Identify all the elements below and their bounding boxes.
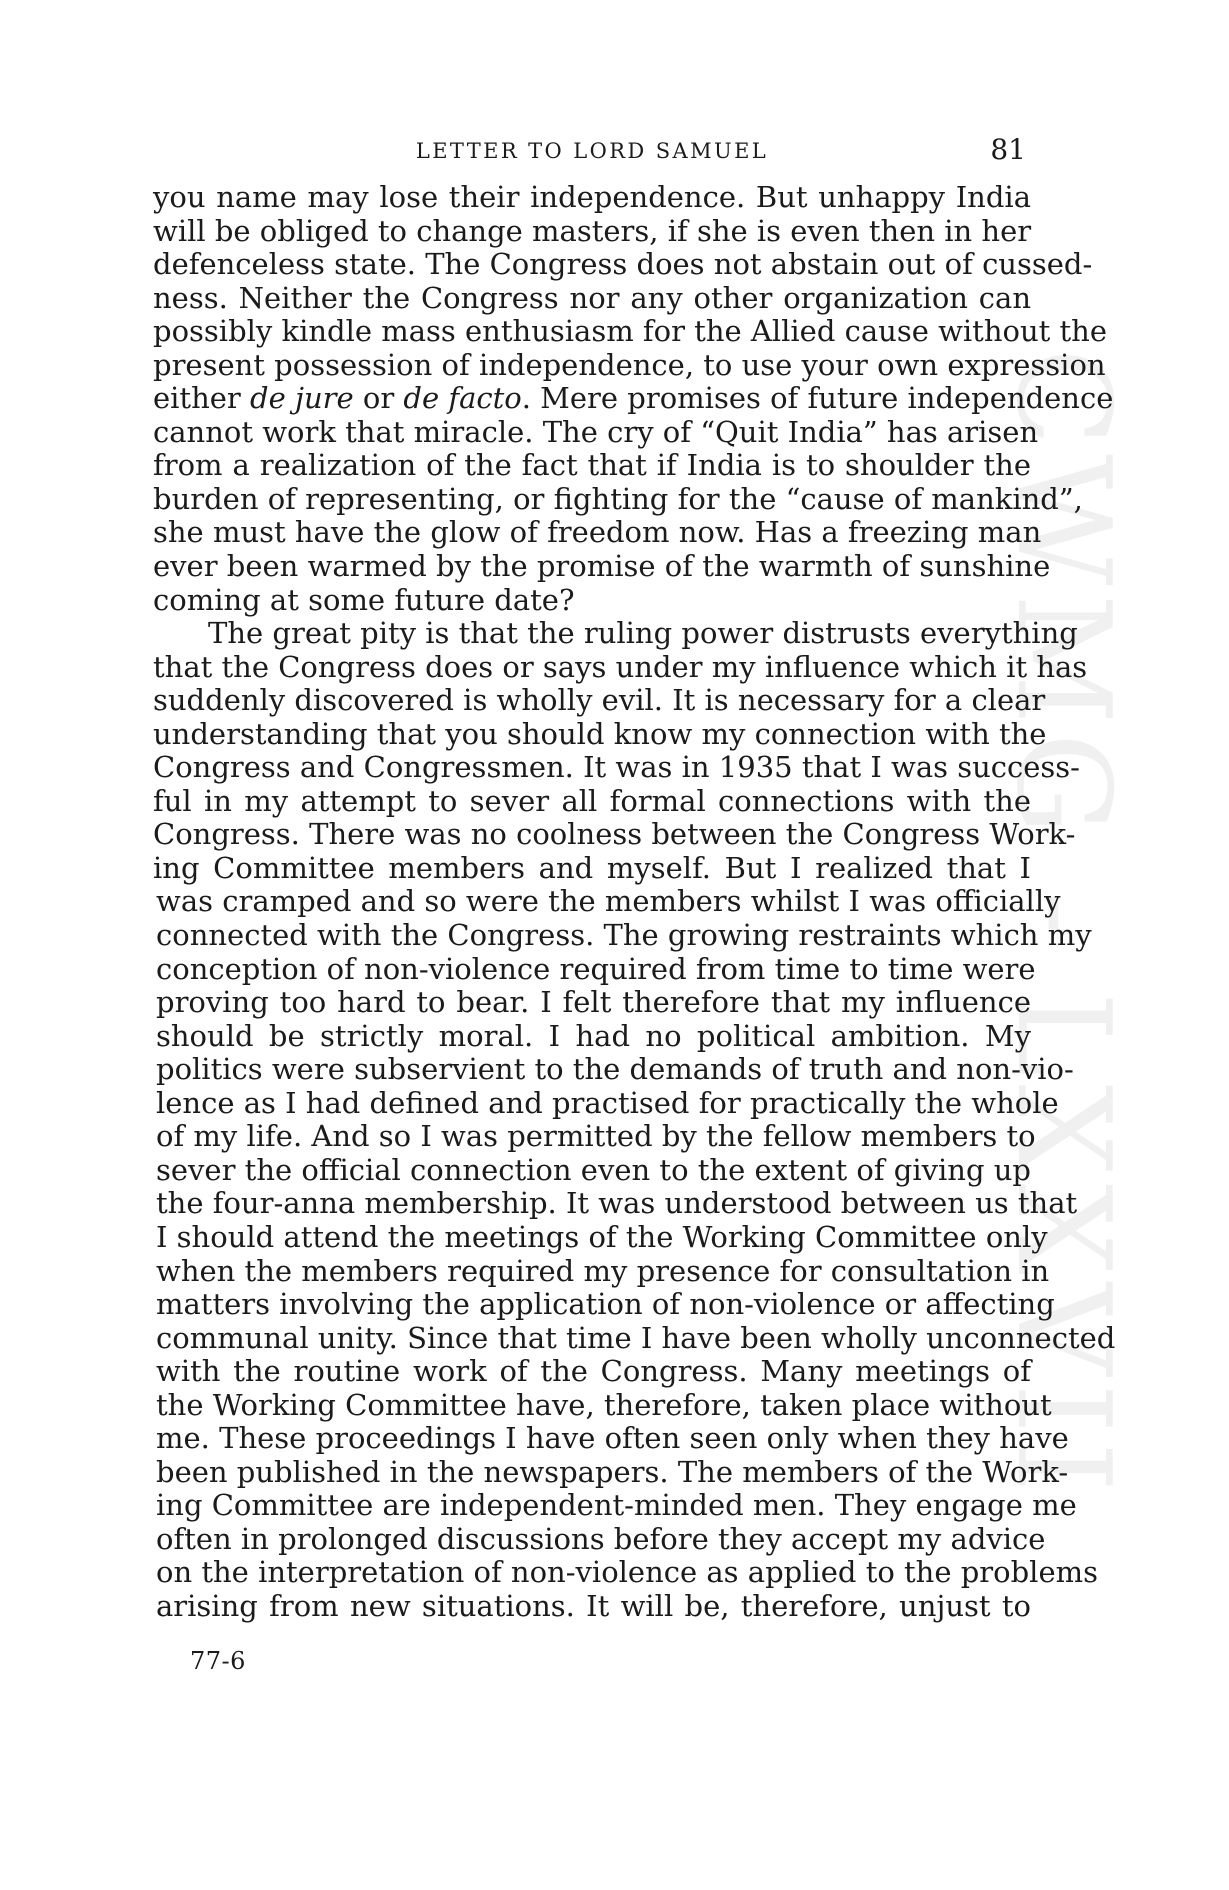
text-fragment: or — [353, 381, 404, 416]
text-line: when the members required my presence for consultation in — [156, 1253, 1050, 1288]
text-line: should be strictly moral. I had no political ambition. My — [156, 1018, 1031, 1053]
text-line: ful in my attempt to sever all formal connections with the — [153, 783, 1031, 818]
text-line: cannot work that miracle. The cry of “Quit India” has arisen — [153, 414, 1039, 449]
text-line: conception of non-violence required from time to time were — [156, 951, 1036, 986]
running-title: LETTER TO LORD SAMUEL — [415, 139, 769, 163]
page-number: 81 — [990, 133, 1026, 166]
text-line: was cramped and so were the members whilst I was officially — [156, 884, 1061, 919]
text-line: sever the official connection even to the extent of giving up — [156, 1152, 1031, 1187]
text-fragment: . Mere promises of future independence — [521, 381, 1114, 416]
text-line: ever been warmed by the promise of the warmth of sunshine — [153, 549, 1051, 584]
text-line-with-italics — [153, 381, 1114, 416]
watermark-text: CWMG - LXXVII — [988, 348, 1137, 1501]
text-line: she must have the glow of freedom now. Has a freezing man — [153, 515, 1042, 550]
text-fragment: either — [153, 381, 251, 416]
text-line: understanding that you should know my connection with the — [153, 716, 1047, 751]
text-line: defenceless state. The Congress does not abstain out of cussed- — [153, 247, 1093, 282]
text-line: you name may lose their independence. But unhappy India — [153, 180, 1031, 214]
text-line: Congress and Congressmen. It was in 1935 that I was success- — [153, 750, 1080, 785]
signature-mark: 77-6 — [190, 1647, 246, 1675]
running-head — [153, 133, 1031, 173]
paragraph-start-line: The great pity is that the ruling power distrusts everything — [208, 616, 1078, 651]
text-line: proving too hard to bear. I felt therefore that my influence — [156, 985, 1031, 1020]
text-line: ness. Neither the Congress nor any other organization can — [153, 280, 1031, 315]
text-line: ing Committee members and myself. But I realized that I — [153, 850, 1031, 885]
text-line: often in prolonged discussions before they accept my advice — [156, 1521, 1046, 1556]
text-line: ing Committee are independent-minded men. They engage me — [156, 1488, 1077, 1523]
text-line: been published in the newspapers. The members of the Work- — [156, 1454, 1069, 1489]
italic-term: de jure — [250, 381, 354, 416]
text-line: from a realization of the fact that if India is to shoulder the — [153, 448, 1031, 483]
text-line: arising from new situations. It will be, therefore, unjust to — [156, 1588, 1031, 1623]
text-line: Congress. There was no coolness between the Congress Work- — [153, 817, 1076, 852]
text-line: suddenly discovered is wholly evil. It is necessary for a clear — [153, 683, 1046, 718]
text-line: coming at some future date? — [153, 582, 575, 617]
text-line: with the routine work of the Congress. Many meetings of — [156, 1354, 1031, 1389]
text-line: that the Congress does or says under my influence which it has — [153, 649, 1088, 684]
text-line: politics were subservient to the demands of truth and non-vio- — [156, 1052, 1074, 1087]
text-line: present possession of independence, to use your own expression — [153, 347, 1106, 382]
text-line: lence as I had defined and practised for practically the whole — [156, 1085, 1059, 1120]
text-line: of my life. And so I was permitted by the fellow members to — [156, 1119, 1036, 1154]
text-line: the four-anna membership. It was understood between us that — [156, 1186, 1078, 1221]
text-line: possibly kindle mass enthusiasm for the Allied cause without the — [153, 314, 1108, 349]
text-line: matters involving the application of non-violence or affecting — [156, 1287, 1055, 1322]
text-line: burden of representing, or fighting for the “cause of mankind”, — [153, 481, 1083, 516]
text-line: me. These proceedings I have often seen only when they have — [156, 1421, 1069, 1456]
text-line: on the interpretation of non-violence as applied to the problems — [156, 1555, 1099, 1590]
text-line: I should attend the meetings of the Working Committee only — [156, 1219, 1048, 1254]
text-line: connected with the Congress. The growing restraints which my — [156, 918, 1092, 953]
text-line: communal unity. Since that time I have been wholly unconnected — [156, 1320, 1116, 1355]
text-line: the Working Committee have, therefore, taken place without — [156, 1387, 1052, 1422]
text-line: will be obliged to change masters, if she is even then in her — [153, 213, 1032, 248]
italic-term: de facto — [403, 381, 522, 416]
